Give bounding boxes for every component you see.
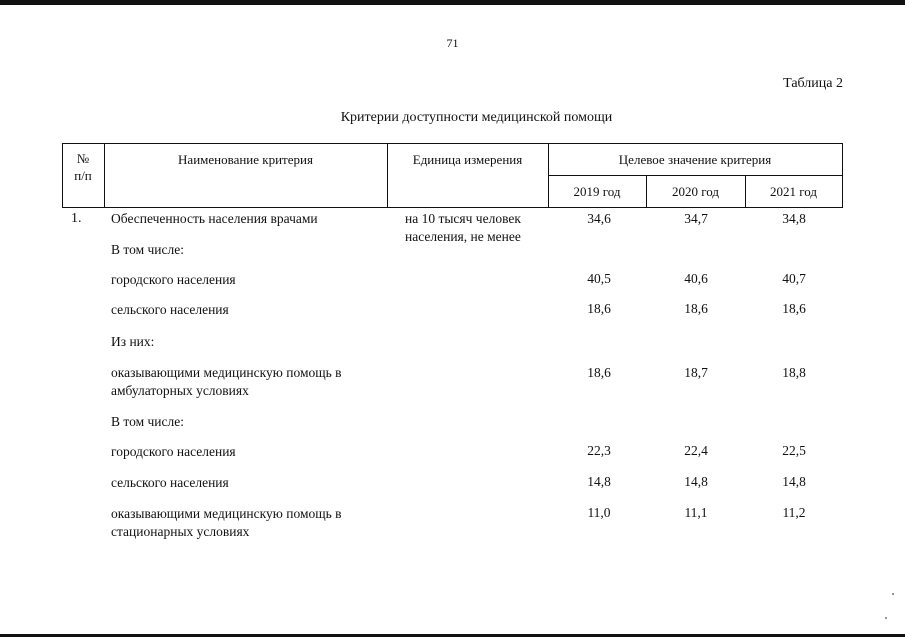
value-2021: 40,7 (782, 271, 806, 286)
criterion-name: сельского населения (111, 302, 229, 317)
value-2019: 18,6 (587, 301, 611, 316)
value-2019: 34,6 (587, 211, 611, 226)
header-target: Целевое значение критерия (618, 152, 772, 167)
value-2021: 22,5 (782, 443, 806, 458)
scan-top-border (0, 0, 905, 5)
value-2021: 14,8 (782, 474, 806, 489)
value-2021: 34,8 (782, 211, 806, 226)
header-num-symbol: № (76, 151, 90, 166)
criterion-name: городского населения (111, 444, 236, 459)
value-2020: 22,4 (684, 443, 708, 458)
value-2020: 11,1 (684, 505, 708, 520)
criterion-name: В том числе: (111, 242, 184, 257)
scan-speck (892, 593, 894, 595)
value-2020: 18,6 (684, 301, 708, 316)
value-2021: 18,6 (782, 301, 806, 316)
page-number: 71 (446, 36, 459, 50)
value-2021: 11,2 (782, 505, 806, 520)
criterion-name: городского населения (111, 272, 236, 287)
table-label: Таблица 2 (783, 76, 843, 91)
header-num (62, 150, 104, 184)
value-2020: 18,7 (684, 365, 708, 380)
criterion-name: оказывающими медицинскую помощь в амбулаторных условиях (111, 365, 342, 398)
value-2019: 14,8 (587, 474, 611, 489)
scan-speck (885, 617, 887, 619)
criterion-name: сельского населения (111, 475, 229, 490)
criterion-name: Обеспеченность населения врачами (111, 211, 318, 226)
value-2020: 14,8 (684, 474, 708, 489)
row-number: 1. (71, 211, 82, 226)
header-year-2021: 2021 год (770, 184, 817, 199)
header-year-2020: 2020 год (672, 184, 719, 199)
scan-bottom-border (0, 634, 905, 637)
value-2019: 22,3 (587, 443, 611, 458)
criterion-name: оказывающими медицинскую помощь в стационарных условиях (111, 506, 342, 539)
value-2019: 11,0 (587, 505, 611, 520)
header-year-2019: 2019 год (573, 184, 621, 199)
unit-of-measure: на 10 тысяч человек населения, не менее (405, 211, 521, 244)
header-name: Наименование критерия (178, 152, 313, 167)
criterion-name: В том числе: (111, 414, 184, 429)
value-2020: 40,6 (684, 271, 708, 286)
header-unit: Единица измерения (412, 152, 523, 167)
criterion-name: Из них: (111, 334, 155, 349)
value-2020: 34,7 (684, 211, 708, 226)
header-num-abbr: п/п (74, 168, 92, 183)
value-2021: 18,8 (782, 365, 806, 380)
value-2019: 40,5 (587, 271, 611, 286)
value-2019: 18,6 (587, 365, 611, 380)
table-title: Критерии доступности медицинской помощи (340, 110, 613, 125)
